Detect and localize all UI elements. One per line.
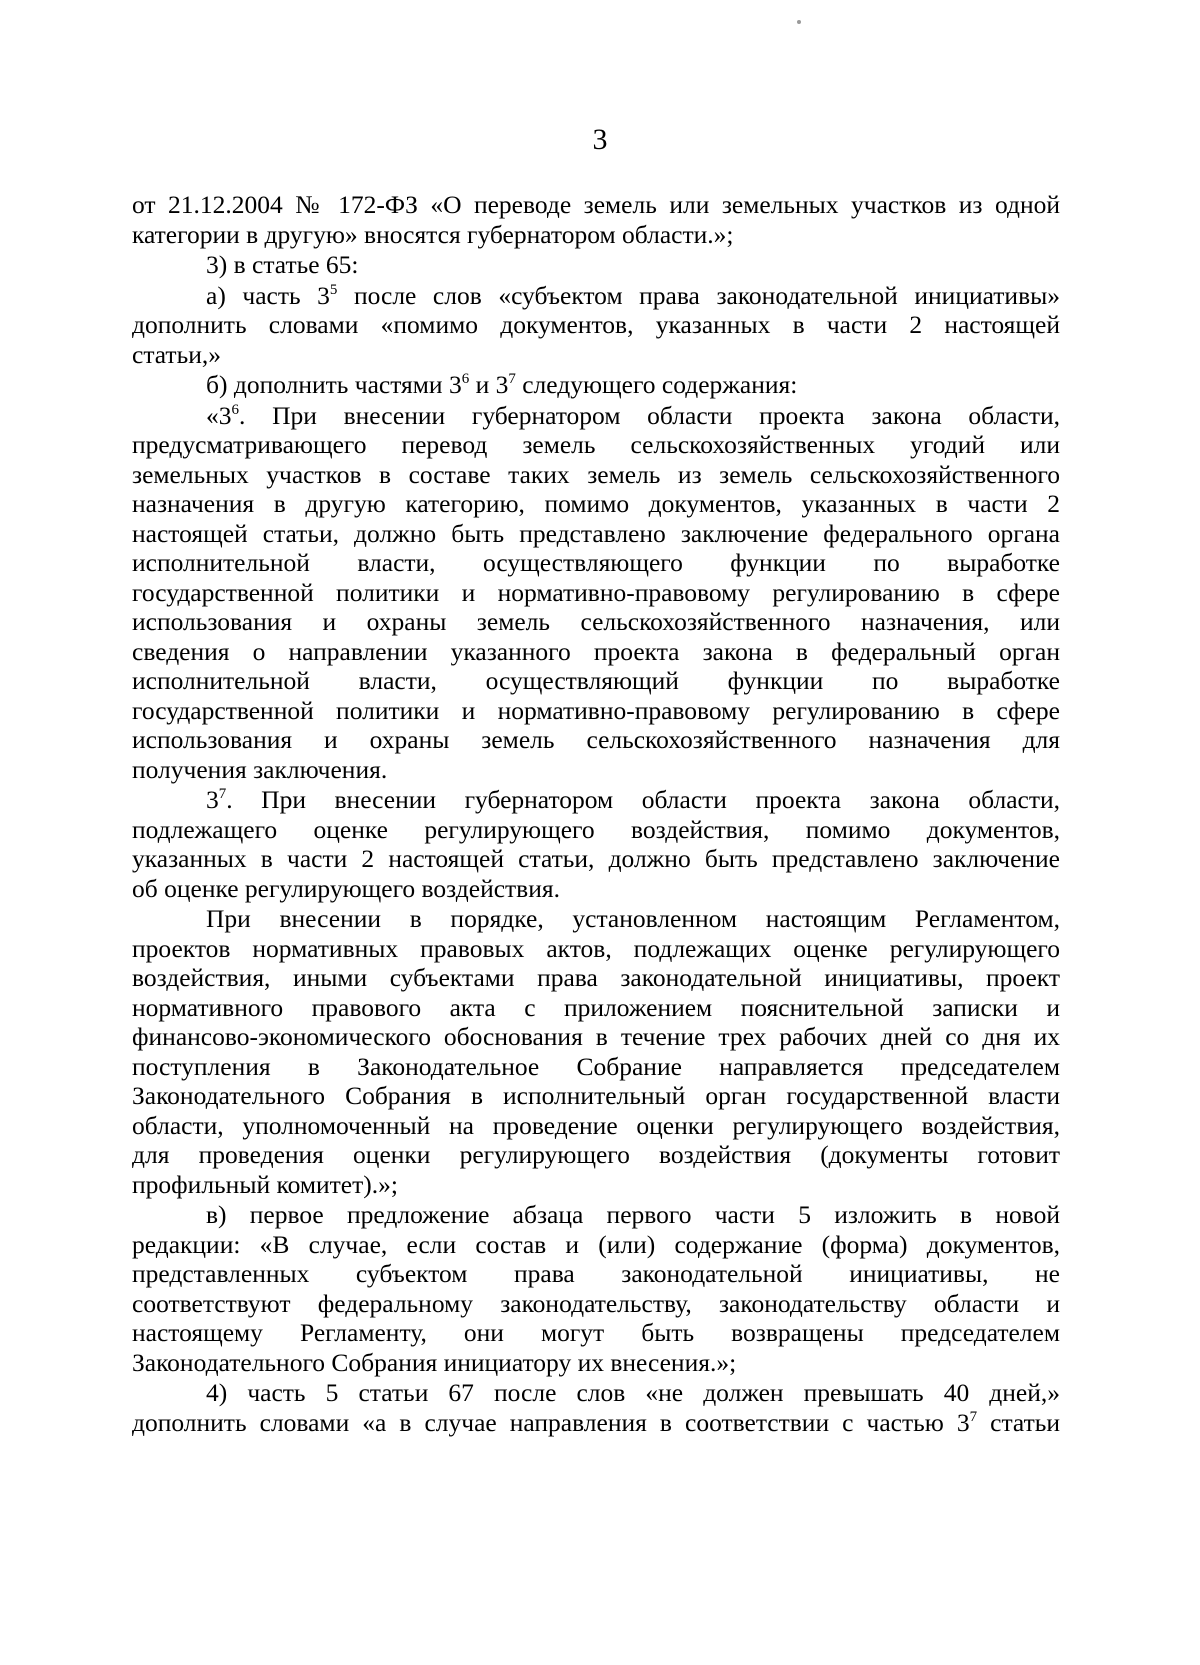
- line-text: назначения в другую категорию, помимо документов, указанных в части 2: [132, 489, 1060, 518]
- text-line: [132, 1200, 1060, 1230]
- superscript: 5: [329, 281, 338, 298]
- text-line: [132, 1081, 1060, 1111]
- line-text: финансово-экономического обоснования в течение трех рабочих дней со дня их: [132, 1022, 1060, 1051]
- text-line: [132, 340, 1060, 370]
- line-text: статьи,»: [132, 339, 221, 369]
- text-line: [132, 755, 1060, 785]
- text-line: [132, 607, 1060, 637]
- line-text: а) часть 3: [206, 280, 330, 310]
- text-line: [132, 430, 1060, 460]
- text-line: [132, 578, 1060, 608]
- line-text: воздействия, иными субъектами права законодательной инициативы, проект: [132, 963, 1060, 992]
- line-text: для проведения оценки регулирующего воздействия (документы готовит: [132, 1140, 1060, 1169]
- line-text: настоящему Регламенту, они могут быть возвращены председателем: [132, 1318, 1060, 1347]
- text-line: [132, 190, 1060, 220]
- line-text: от 21.12.2004 № 172-ФЗ «О переводе земель или земельных участков из одной: [132, 190, 1060, 219]
- line-text: Законодательного Собрания инициатору их внесения.»;: [132, 1347, 737, 1377]
- text-line: [132, 220, 1060, 250]
- line-text: дополнить словами «а в случае направления в соответствии с частью 3: [132, 1407, 970, 1437]
- line-text: и 3: [469, 370, 509, 399]
- text-line: [132, 1348, 1060, 1378]
- paragraph-p6: [132, 904, 1060, 1199]
- line-text: указанных в части 2 настоящей статьи, должно быть представлено заключение: [132, 844, 1060, 873]
- paragraph-p5: [132, 785, 1060, 903]
- line-text: использования и охраны земель сельскохозяйственного назначения, или: [132, 607, 1060, 636]
- text-line: [132, 1230, 1060, 1260]
- text-line: [132, 934, 1060, 964]
- text-line: [132, 1140, 1060, 1170]
- line-text: категории в другую» вносятся губернатором области.»;: [132, 219, 734, 249]
- paragraph-p7: [132, 1200, 1060, 1377]
- text-line: [132, 1318, 1060, 1348]
- line-text: получения заключения.: [132, 754, 388, 784]
- line-text: «3: [206, 400, 232, 430]
- line-text: следующего содержания:: [515, 370, 798, 399]
- text-line: [132, 1170, 1060, 1200]
- text-line: [132, 874, 1060, 904]
- paragraph-p8: [132, 1378, 1060, 1437]
- line-text: об оценке регулирующего воздействия.: [132, 873, 560, 903]
- text-line: [132, 815, 1060, 845]
- line-text: . При внесении губернатором области проекта закона области,: [226, 785, 1060, 814]
- text-line: [132, 548, 1060, 578]
- text-line: [132, 904, 1060, 934]
- line-text: настоящей статьи, должно быть представлено заключение федерального органа: [132, 518, 1060, 548]
- line-text: статьи: [977, 1407, 1060, 1437]
- line-text: При внесении в порядке, установленном настоящим Регламентом,: [206, 904, 1060, 933]
- text-line: [132, 310, 1060, 340]
- line-text: поступления в Законодательное Собрание направляется председателем: [132, 1051, 1060, 1081]
- text-line: [132, 1022, 1060, 1052]
- line-text: подлежащего оценке регулирующего воздействия, помимо документов,: [132, 814, 1060, 844]
- line-text: в) первое предложение абзаца первого части 5 изложить в новой: [206, 1200, 1060, 1229]
- line-text: нормативного правового акта с приложением пояснительной записки и: [132, 992, 1060, 1022]
- page-number: 3: [592, 123, 608, 156]
- line-text: представленных субъектом права законодательной инициативы, не: [132, 1259, 1060, 1288]
- line-text: после слов «субъектом права законодательной инициативы»: [337, 280, 1060, 310]
- line-text: государственной политики и нормативно-правовому регулированию в сфере: [132, 695, 1060, 725]
- line-text: проектов нормативных правовых актов, подлежащих оценке регулирующего: [132, 933, 1060, 963]
- text-line: [132, 460, 1060, 490]
- text-line: [132, 1111, 1060, 1141]
- text-line: [132, 963, 1060, 993]
- superscript: 7: [218, 786, 227, 802]
- line-text: редакции: «В случае, если состав и (или) содержание (форма) документов,: [132, 1229, 1060, 1259]
- line-text: области, уполномоченный на проведение оценки регулирующего воздействия,: [132, 1110, 1060, 1140]
- text-line: [132, 370, 1060, 400]
- text-line: [132, 1289, 1060, 1319]
- superscript: 6: [231, 401, 239, 418]
- paragraph-p3: [132, 370, 1060, 400]
- text-line: [132, 725, 1060, 755]
- paragraph-p2: [132, 281, 1060, 370]
- line-text: исполнительной власти, осуществляющего функции по выработке: [132, 548, 1060, 577]
- text-line: [132, 1259, 1060, 1289]
- text-line: [132, 1408, 1060, 1438]
- line-text: б) дополнить частями 3: [206, 370, 462, 399]
- paragraph-p0: [132, 190, 1060, 249]
- line-text: профильный комитет).»;: [132, 1169, 398, 1199]
- line-text: 3: [206, 785, 219, 814]
- line-text: соответствуют федеральному законодательству, законодательству области и: [132, 1288, 1060, 1318]
- line-text: предусматривающего перевод земель сельскохозяйственных угодий или: [132, 430, 1060, 459]
- superscript: 7: [508, 371, 516, 387]
- line-text: государственной политики и нормативно-правовому регулированию в сфере: [132, 577, 1060, 607]
- text-line: [132, 519, 1060, 549]
- line-text: сведения о направлении указанного проекта закона в федеральный орган: [132, 636, 1060, 666]
- line-text: использования и охраны земель сельскохозяйственного назначения для: [132, 725, 1060, 754]
- text-line: [132, 666, 1060, 696]
- text-line: [132, 281, 1060, 311]
- line-text: земельных участков в составе таких земель из земель сельскохозяйственного: [132, 459, 1060, 489]
- text-line: [132, 844, 1060, 874]
- line-text: Законодательного Собрания в исполнительный орган государственной власти: [132, 1081, 1060, 1110]
- line-text: дополнить словами «помимо документов, указанных в части 2 настоящей: [132, 310, 1060, 339]
- paragraph-p1: [132, 250, 1060, 280]
- text-line: [132, 250, 1060, 280]
- paragraph-p4: [132, 401, 1060, 785]
- scan-speck: [797, 20, 801, 24]
- line-text: 3) в статье 65:: [206, 250, 359, 279]
- document-body: [132, 190, 1060, 1438]
- text-line: [132, 489, 1060, 519]
- superscript: 6: [461, 371, 470, 387]
- text-line: [132, 1378, 1060, 1408]
- text-line: [132, 696, 1060, 726]
- line-text: исполнительной власти, осуществляющий функции по выработке: [132, 666, 1060, 695]
- text-line: [132, 637, 1060, 667]
- superscript: 7: [969, 1408, 978, 1425]
- text-line: [132, 993, 1060, 1023]
- text-line: [132, 785, 1060, 815]
- line-text: . При внесении губернатором области проекта закона области,: [239, 400, 1060, 430]
- text-line: [132, 401, 1060, 431]
- text-line: [132, 1052, 1060, 1082]
- line-text: 4) часть 5 статьи 67 после слов «не должен превышать 40 дней,»: [206, 1378, 1060, 1407]
